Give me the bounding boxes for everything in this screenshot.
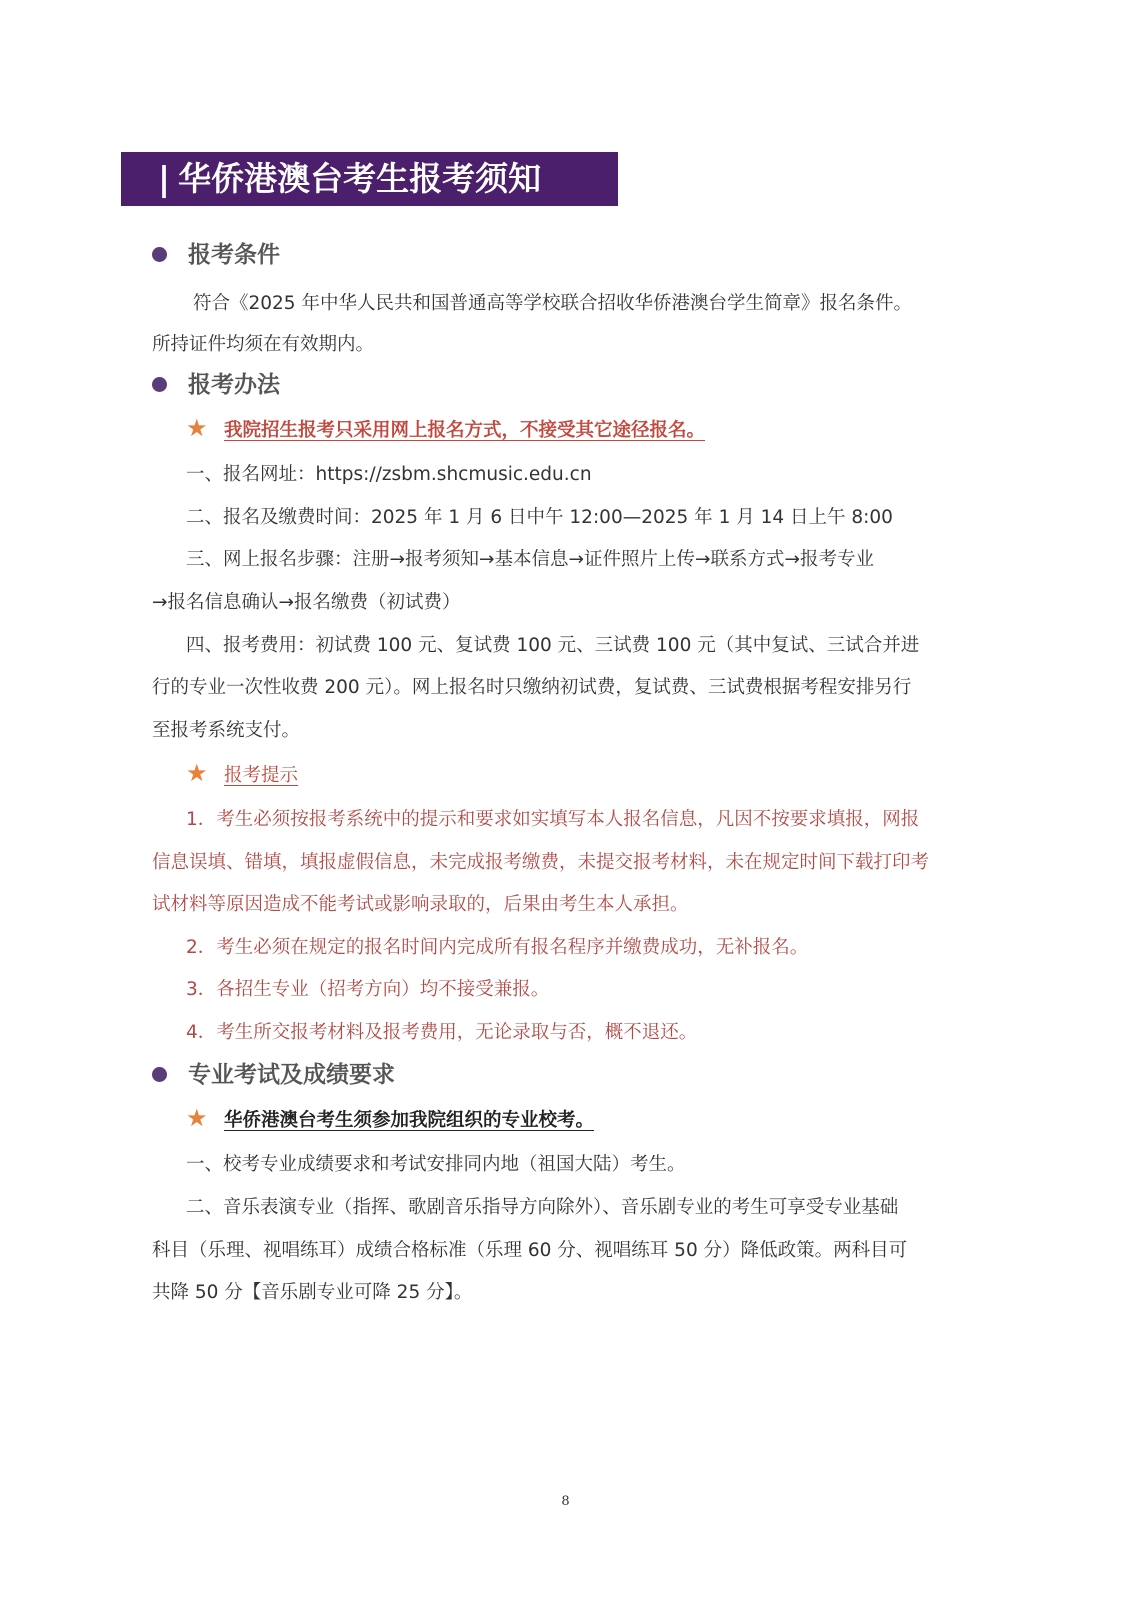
fees-line-3: 至报考系统支付。 xyxy=(152,720,301,741)
star-icon: ★ xyxy=(186,414,208,442)
exam-item-2-line-3: 共降 50 分【音乐剧专业可降 25 分】。 xyxy=(152,1282,473,1303)
online-only-notice: 我院招生报考只采用网上报名方式，不接受其它途径报名。 xyxy=(224,420,706,441)
exam-item-2-line-2: 科目（乐理、视唱练耳）成绩合格标准（乐理 60 分、视唱练耳 50 分）降低政策。两科目可 xyxy=(152,1240,908,1261)
conditions-line-2: 所持证件均须在有效期内。 xyxy=(152,334,375,355)
exam-item-1: 一、校考专业成绩要求和考试安排同内地（祖国大陆）考生。 xyxy=(186,1154,686,1175)
fees-line-1: 四、报考费用：初试费 100 元、复试费 100 元、三试费 100 元（其中复试、三试合并进 xyxy=(186,635,920,656)
registration-steps-line-1: 三、网上报名步骤：注册→报考须知→基本信息→证件照片上传→联系方式→报考专业 xyxy=(186,549,875,570)
tip-1-line-1: 1．考生必须按报考系统中的提示和要求如实填写本人报名信息，凡因不按要求填报，网报 xyxy=(186,809,920,830)
section-label: 报考条件 xyxy=(188,242,280,268)
fees-line-2: 行的专业一次性收费 200 元）。网上报名时只缴纳初试费，复试费、三试费根据考程安排另行 xyxy=(152,677,912,698)
bullet-dot-icon xyxy=(152,377,167,392)
tip-2: 2．考生必须在规定的报名时间内完成所有报名程序并缴费成功，无补报名。 xyxy=(186,937,809,958)
registration-time: 二、报名及缴费时间：2025 年 1 月 6 日中午 12:00—2025 年 1 月 14 日上午 8:00 xyxy=(186,507,893,528)
page-number: 8 xyxy=(561,1494,570,1509)
bullet-dot-icon xyxy=(152,247,167,262)
bullet-dot-icon xyxy=(152,1067,167,1082)
star-icon: ★ xyxy=(186,1104,208,1132)
tips-heading: 报考提示 xyxy=(224,765,299,786)
conditions-line-1: 符合《2025 年中华人民共和国普通高等学校联合招收华侨港澳台学生简章》报名条件。 xyxy=(193,293,912,314)
title-bar-glyph: | xyxy=(158,159,171,198)
section-label: 报考办法 xyxy=(188,372,280,398)
tip-1-line-2: 信息误填、错填，填报虚假信息，未完成报考缴费，未提交报考材料，未在规定时间下载打印考 xyxy=(152,852,930,873)
school-exam-notice: 华侨港澳台考生须参加我院组织的专业校考。 xyxy=(224,1110,595,1131)
tip-4: 4．考生所交报考材料及报考费用，无论录取与否，概不退还。 xyxy=(186,1022,698,1043)
tip-1-line-3: 试材料等原因造成不能考试或影响录取的，后果由考生本人承担。 xyxy=(152,894,689,915)
section-label: 专业考试及成绩要求 xyxy=(188,1062,395,1088)
star-icon: ★ xyxy=(186,759,208,787)
page-title: 华侨港澳台考生报考须知 xyxy=(178,159,542,198)
registration-website: 一、报名网址：https://zsbm.shcmusic.edu.cn xyxy=(186,464,592,485)
registration-steps-line-2: →报名信息确认→报名缴费（初试费） xyxy=(152,592,461,613)
page-title-banner xyxy=(121,152,618,206)
tip-3: 3．各招生专业（招考方向）均不接受兼报。 xyxy=(186,979,550,1000)
exam-item-2-line-1: 二、音乐表演专业（指挥、歌剧音乐指导方向除外）、音乐剧专业的考生可享受专业基础 xyxy=(186,1197,899,1218)
